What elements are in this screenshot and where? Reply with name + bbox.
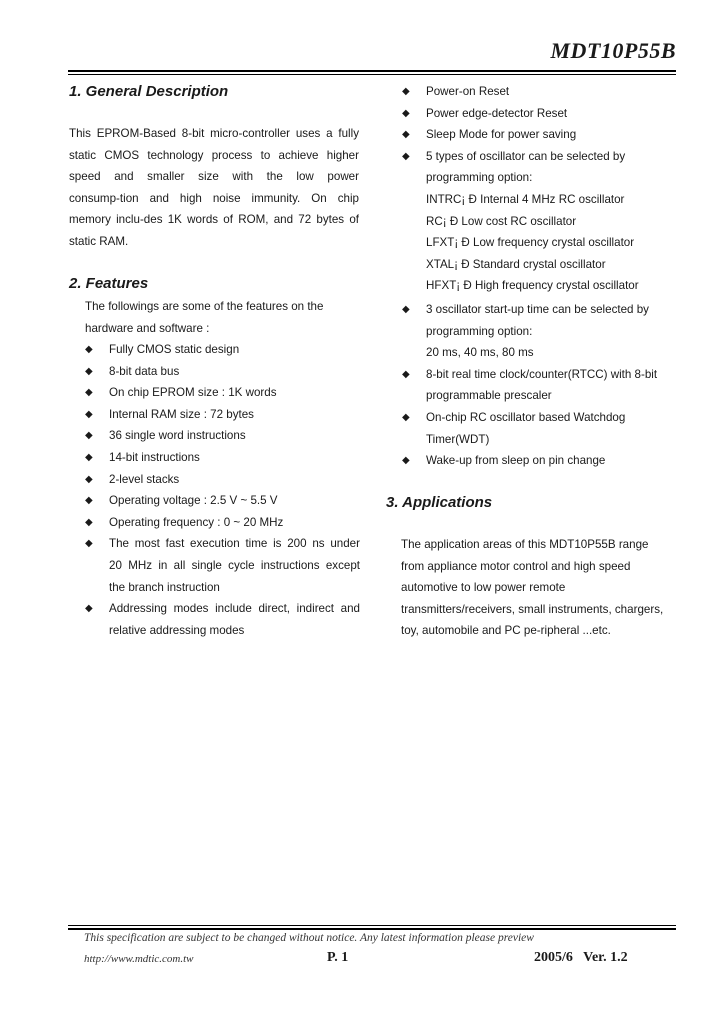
footer-notice: This specification are subject to be changed without notice. Any latest information please preview <box>84 932 534 944</box>
oscillator-item: INTRC¡ Ð Internal 4 MHz RC oscillator <box>426 192 625 206</box>
list-item <box>85 490 360 512</box>
list-item-text <box>426 146 672 189</box>
list-item <box>85 425 360 447</box>
list-item <box>402 299 672 342</box>
text-line: static RAM. <box>69 234 129 248</box>
bullet-icon: ◆ <box>402 86 410 97</box>
header-rule <box>68 70 676 72</box>
list-item <box>402 364 672 407</box>
bullet-icon: ◆ <box>85 473 93 485</box>
list-item <box>85 361 360 383</box>
list-item-text: Power edge-detector Reset <box>426 106 568 120</box>
features-intro <box>85 296 360 339</box>
text-line: 8-bit real time clock/counter(RTCC) with 8-bit <box>426 367 658 381</box>
bullet-icon: ◆ <box>402 129 410 141</box>
text-line: The application areas of this MDT10P55B range <box>401 538 649 551</box>
text-line: Addressing modes include direct, indirect and <box>109 602 360 616</box>
list-item <box>85 339 360 361</box>
list-item-text <box>109 533 360 598</box>
bullet-icon: ◆ <box>402 455 410 467</box>
general-description-heading: 1. General Description <box>69 83 229 100</box>
applications-text <box>401 534 673 642</box>
text-line: The followings are some of the features on the <box>85 300 324 313</box>
bullet-icon: ◆ <box>85 408 93 420</box>
bullet-icon: ◆ <box>402 150 410 162</box>
text-line: speed and smaller size with the low power <box>69 170 359 184</box>
bullet-icon: ◆ <box>85 516 93 528</box>
footer-rule <box>68 928 676 930</box>
bullet-icon: ◆ <box>85 538 93 550</box>
list-item-text: On chip EPROM size : 1K words <box>109 386 277 400</box>
features-list-continued <box>402 81 672 472</box>
text-line: relative addressing modes <box>109 623 245 637</box>
bullet-icon: ◆ <box>85 365 93 377</box>
bullet-icon: ◆ <box>85 344 93 355</box>
list-item-text: 8-bit data bus <box>109 364 180 378</box>
list-item-text: Fully CMOS static design <box>109 343 240 356</box>
bullet-icon: ◆ <box>402 411 410 423</box>
text-line: from appliance motor control and high speed <box>401 559 631 573</box>
text-line: automotive to low power remote <box>401 581 566 595</box>
list-item-text: 36 single word instructions <box>109 429 246 443</box>
list-item <box>402 124 672 146</box>
text-line: programmable prescaler <box>426 389 552 403</box>
list-item <box>402 103 672 125</box>
text-line: programming option: <box>426 171 533 185</box>
list-item <box>85 404 360 426</box>
list-item-text: Internal RAM size : 72 bytes <box>109 407 254 421</box>
footer-rule-thin <box>68 925 676 926</box>
text-line: On-chip RC oscillator based Watchdog <box>426 410 626 424</box>
features-list <box>85 339 360 641</box>
text-line: memory inclu-des 1K words of ROM, and 72 bytes of <box>69 213 359 227</box>
text-line: The most fast execution time is 200 ns under <box>109 537 360 551</box>
document-title: MDT10P55B <box>550 38 676 63</box>
bullet-icon: ◆ <box>85 603 93 615</box>
page-number: P. 1 <box>327 950 349 965</box>
list-item <box>85 382 360 404</box>
text-line: static CMOS technology process to achieve higher <box>69 148 359 162</box>
text-line: the branch instruction <box>109 580 220 594</box>
text-line: transmitters/receivers, small instruments, chargers, <box>401 602 664 616</box>
footer-url-link[interactable]: http://www.mdtic.com.tw <box>84 953 194 965</box>
list-item <box>402 450 672 472</box>
oscillator-item: XTAL¡ Ð Standard crystal oscillator <box>426 257 606 271</box>
text-line: programming option: <box>426 324 533 338</box>
list-item-text: Sleep Mode for power saving <box>426 128 577 142</box>
header-rule-thin <box>68 74 676 75</box>
list-item-text <box>426 299 672 342</box>
startup-values: 20 ms, 40 ms, 80 ms <box>426 346 534 360</box>
list-item-text: Operating voltage : 2.5 V ~ 5.5 V <box>109 494 278 508</box>
list-item-text: 14-bit instructions <box>109 450 200 464</box>
applications-heading: 3. Applications <box>386 494 493 511</box>
list-item <box>85 533 360 598</box>
list-item <box>85 598 360 641</box>
bullet-icon: ◆ <box>402 368 410 380</box>
text-line: consump-tion and high noise immunity. On chip <box>69 191 359 205</box>
list-item <box>402 407 672 450</box>
list-item <box>402 146 672 189</box>
list-item-text: Power-on Reset <box>426 85 510 98</box>
list-item-text <box>426 364 672 407</box>
bullet-icon: ◆ <box>85 495 93 507</box>
bullet-icon: ◆ <box>402 107 410 119</box>
text-line: 5 types of oscillator can be selected by <box>426 149 626 163</box>
text-line: This EPROM-Based 8-bit micro-controller uses a fully <box>69 127 359 140</box>
oscillator-list <box>426 189 672 297</box>
list-item <box>85 469 360 491</box>
version-info: 2005/6 Ver. 1.2 <box>534 950 628 965</box>
bullet-icon: ◆ <box>85 451 93 463</box>
bullet-icon: ◆ <box>85 387 93 399</box>
text-line: Timer(WDT) <box>426 432 490 446</box>
list-item <box>85 447 360 469</box>
text-line: toy, automobile and PC pe-ripheral ...etc. <box>401 624 611 638</box>
text-line: hardware and software : <box>85 321 210 335</box>
general-description-text <box>69 123 359 253</box>
list-item-text: Operating frequency : 0 ~ 20 MHz <box>109 515 284 529</box>
oscillator-item: RC¡ Ð Low cost RC oscillator <box>426 214 577 228</box>
oscillator-item: LFXT¡ Ð Low frequency crystal oscillator <box>426 236 635 250</box>
features-heading: 2. Features <box>69 275 149 292</box>
list-item-text <box>426 407 672 450</box>
list-item-text: 2-level stacks <box>109 472 180 486</box>
text-line: 3 oscillator start-up time can be selected by <box>426 302 649 316</box>
bullet-icon: ◆ <box>85 430 93 442</box>
text-line: 20 MHz in all single cycle instructions except <box>109 558 360 572</box>
list-item <box>85 512 360 534</box>
list-item <box>402 81 672 103</box>
list-item-text <box>109 598 360 641</box>
list-item-text: Wake-up from sleep on pin change <box>426 454 606 468</box>
bullet-icon: ◆ <box>402 303 410 315</box>
oscillator-item: HFXT¡ Ð High frequency crystal oscillator <box>426 279 639 293</box>
